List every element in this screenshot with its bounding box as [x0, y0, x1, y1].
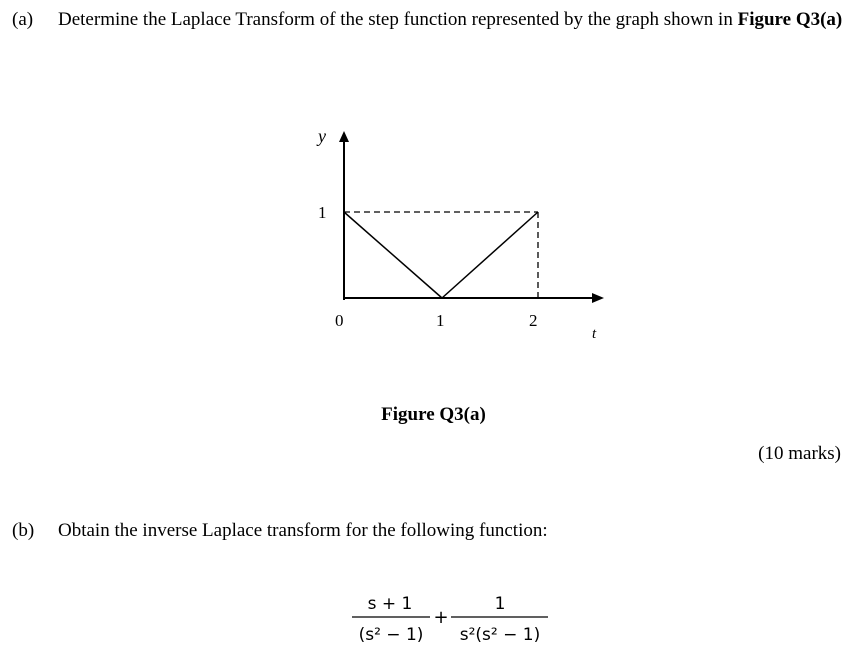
y-axis-label: y	[318, 126, 326, 146]
term2-numerator: 1	[494, 594, 506, 614]
x-tick-0: 0	[335, 311, 344, 330]
ascending-segment	[442, 212, 538, 298]
figure-caption: Figure Q3(a)	[381, 404, 486, 425]
y-tick-1: 1	[318, 203, 327, 222]
x-tick-1: 1	[436, 311, 445, 330]
math-expression	[340, 585, 560, 655]
part-b-label: (b)	[12, 520, 35, 541]
part-a-label: (a)	[12, 9, 34, 30]
descending-segment	[344, 212, 442, 298]
term2-denominator: s²(s² − 1)	[459, 625, 541, 645]
term1-numerator: s + 1	[367, 594, 413, 614]
marks-label: (10 marks)	[758, 443, 841, 464]
part-a-text: Determine the Laplace Transform of the step function represented by the graph shown in	[58, 9, 733, 30]
y-axis-arrow	[339, 131, 349, 142]
x-tick-2: 2	[529, 311, 538, 330]
t-axis-arrow	[592, 293, 604, 303]
part-b-question: Obtain the inverse Laplace transform for the following function:	[58, 520, 548, 541]
t-axis-label: t	[592, 326, 597, 342]
part-a-figure-ref: Figure Q3(a)	[737, 9, 843, 30]
term1-denominator: (s² − 1)	[358, 625, 424, 645]
plus-operator: +	[433, 607, 449, 628]
